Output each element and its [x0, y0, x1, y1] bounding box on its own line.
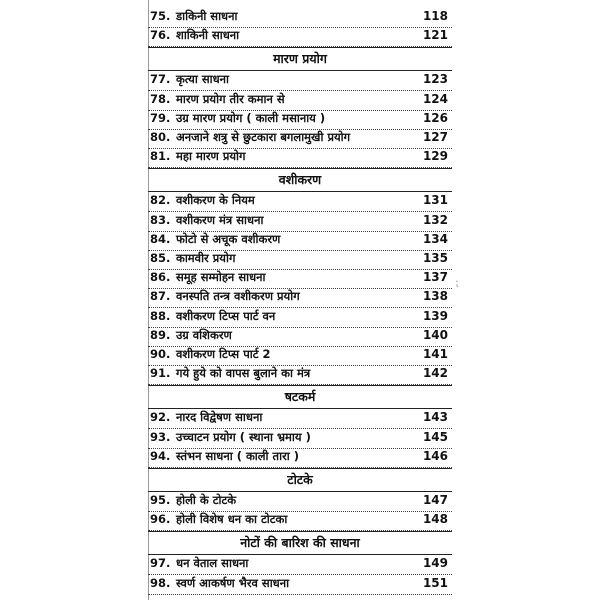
entry-title: वशीकरण टिप्स पार्ट वन	[176, 308, 276, 323]
entry-number: 85.	[150, 251, 171, 265]
entry-page-number: 146	[422, 448, 448, 463]
entry-title: डाकिनी साधना	[176, 9, 238, 23]
entry-number: 90.	[150, 347, 171, 361]
entry-number: 92.	[150, 410, 171, 425]
entry-title: महा मारण प्रयोग	[176, 149, 246, 164]
toc-entry	[148, 492, 452, 512]
section-heading: मारण प्रयोग	[148, 47, 452, 71]
toc-entry	[148, 346, 452, 366]
entry-number: 77.	[150, 72, 171, 87]
entry-page-number: 127	[422, 130, 448, 144]
section-heading: नोटों की बारिश की साधना	[148, 531, 452, 555]
entry-number: 75.	[150, 9, 171, 23]
toc-entry	[148, 269, 452, 289]
entry-title: कृत्या साधना	[176, 72, 230, 87]
entry-title: कामवीर प्रयोग	[176, 251, 236, 265]
entry-number: 95.	[150, 493, 171, 507]
toc-entry	[148, 71, 452, 91]
entry-title: मारण प्रयोग तीर कमान से	[176, 91, 285, 106]
toc-entry	[148, 212, 452, 232]
entry-number: 78.	[150, 91, 171, 106]
entry-number: 94.	[150, 448, 171, 463]
entry-page-number: 137	[422, 270, 448, 285]
entry-page-number: 151	[422, 575, 448, 590]
entry-title: वनस्पति तन्त्र वशीकरण प्रयोग	[176, 289, 300, 304]
entry-number: 87.	[150, 289, 171, 304]
toc-entry	[148, 511, 452, 531]
section-heading: वशीकरण	[148, 168, 452, 192]
entry-title: नारद विद्वेषण साधना	[176, 410, 263, 425]
entry-number: 82.	[150, 193, 171, 208]
toc-entry	[148, 555, 452, 575]
entry-page-number: 129	[422, 149, 448, 164]
entry-number: 93.	[150, 429, 171, 444]
entry-title: धन वेताल साधना	[176, 556, 249, 571]
entry-number: 86.	[150, 270, 171, 285]
entry-page-number: 134	[422, 231, 448, 246]
toc-entry	[148, 231, 452, 251]
entry-title: फोटो से अचूक वशीकरण	[176, 231, 281, 246]
entry-page-number: 138	[422, 289, 448, 304]
toc-entry	[148, 327, 452, 347]
entry-number: 89.	[150, 327, 171, 342]
toc-entry	[148, 409, 452, 429]
entry-page-number: 145	[422, 429, 448, 444]
section-heading: टोटके	[148, 468, 452, 492]
entry-number: 97.	[150, 556, 171, 571]
entry-title: उग्र मारण प्रयोग ( काली मसानाय )	[176, 110, 326, 125]
toc-entry	[148, 27, 452, 47]
entry-page-number: 123	[422, 72, 448, 87]
toc-entry	[148, 448, 452, 468]
entry-title: होली के टोटके	[176, 493, 237, 507]
entry-title: उग्र वशिकरण	[176, 327, 232, 342]
entry-page-number: 148	[422, 512, 448, 527]
toc-entry	[148, 129, 452, 149]
entry-page-number: 140	[422, 327, 448, 342]
entry-page-number: 149	[422, 556, 448, 571]
entry-title: अनजाने शत्रु से छुटकारा बगलामुखी प्रयोग	[176, 130, 351, 144]
entry-page-number: 132	[422, 212, 448, 227]
toc-entry	[148, 308, 452, 328]
toc-entry	[148, 91, 452, 111]
entry-page-number: 139	[422, 308, 448, 323]
toc-entry	[148, 8, 452, 28]
entry-number: 91.	[150, 366, 171, 381]
toc-entry	[148, 288, 452, 308]
entry-page-number: 121	[422, 28, 448, 43]
entry-title: उच्चाटन प्रयोग ( स्थाना भ्रमाय )	[176, 429, 311, 444]
entry-number: 81.	[150, 149, 171, 164]
toc-entry	[148, 365, 452, 385]
entry-title: वशीकरण मंत्र साधना	[176, 212, 264, 227]
entry-number: 79.	[150, 110, 171, 125]
entry-page-number: 118	[422, 9, 448, 23]
toc-entry	[148, 575, 452, 595]
toc-entry	[148, 429, 452, 449]
entry-number: 83.	[150, 212, 171, 227]
entry-page-number: 131	[422, 193, 448, 208]
entry-title: गये हुये को वापस बुलाने का मंत्र	[176, 366, 311, 381]
entry-number: 96.	[150, 512, 171, 527]
entry-page-number: 135	[422, 251, 448, 265]
entry-page-number: 143	[422, 410, 448, 425]
entry-number: 88.	[150, 308, 171, 323]
section-heading: षटकर्म	[148, 385, 452, 409]
entry-title: शाकिनी साधना	[176, 28, 240, 43]
entry-title: स्तंभन साधना ( काली तारा )	[176, 448, 300, 463]
stray-mark: ⁏	[455, 278, 459, 289]
entry-page-number: 141	[422, 347, 448, 361]
entry-page-number: 124	[422, 91, 448, 106]
toc-entry	[148, 250, 452, 270]
toc-entry	[148, 110, 452, 130]
entry-title: वशीकरण टिप्स पार्ट 2	[176, 347, 271, 361]
entry-number: 98.	[150, 575, 171, 590]
entry-number: 80.	[150, 130, 171, 144]
entry-page-number: 142	[422, 366, 448, 381]
entry-number: 76.	[150, 28, 171, 43]
entry-title: समूह सम्मोहन साधना	[176, 270, 266, 285]
entry-page-number: 147	[422, 493, 448, 507]
entry-title: होली विशेष धन का टोटका	[176, 512, 288, 527]
entry-page-number: 126	[422, 110, 448, 125]
entry-number: 84.	[150, 231, 171, 246]
toc-entry	[148, 192, 452, 212]
entry-title: वशीकरण के नियम	[176, 193, 255, 208]
entry-title: स्वर्ण आकर्षण भैरव साधना	[176, 575, 290, 590]
toc-entry	[148, 148, 452, 168]
